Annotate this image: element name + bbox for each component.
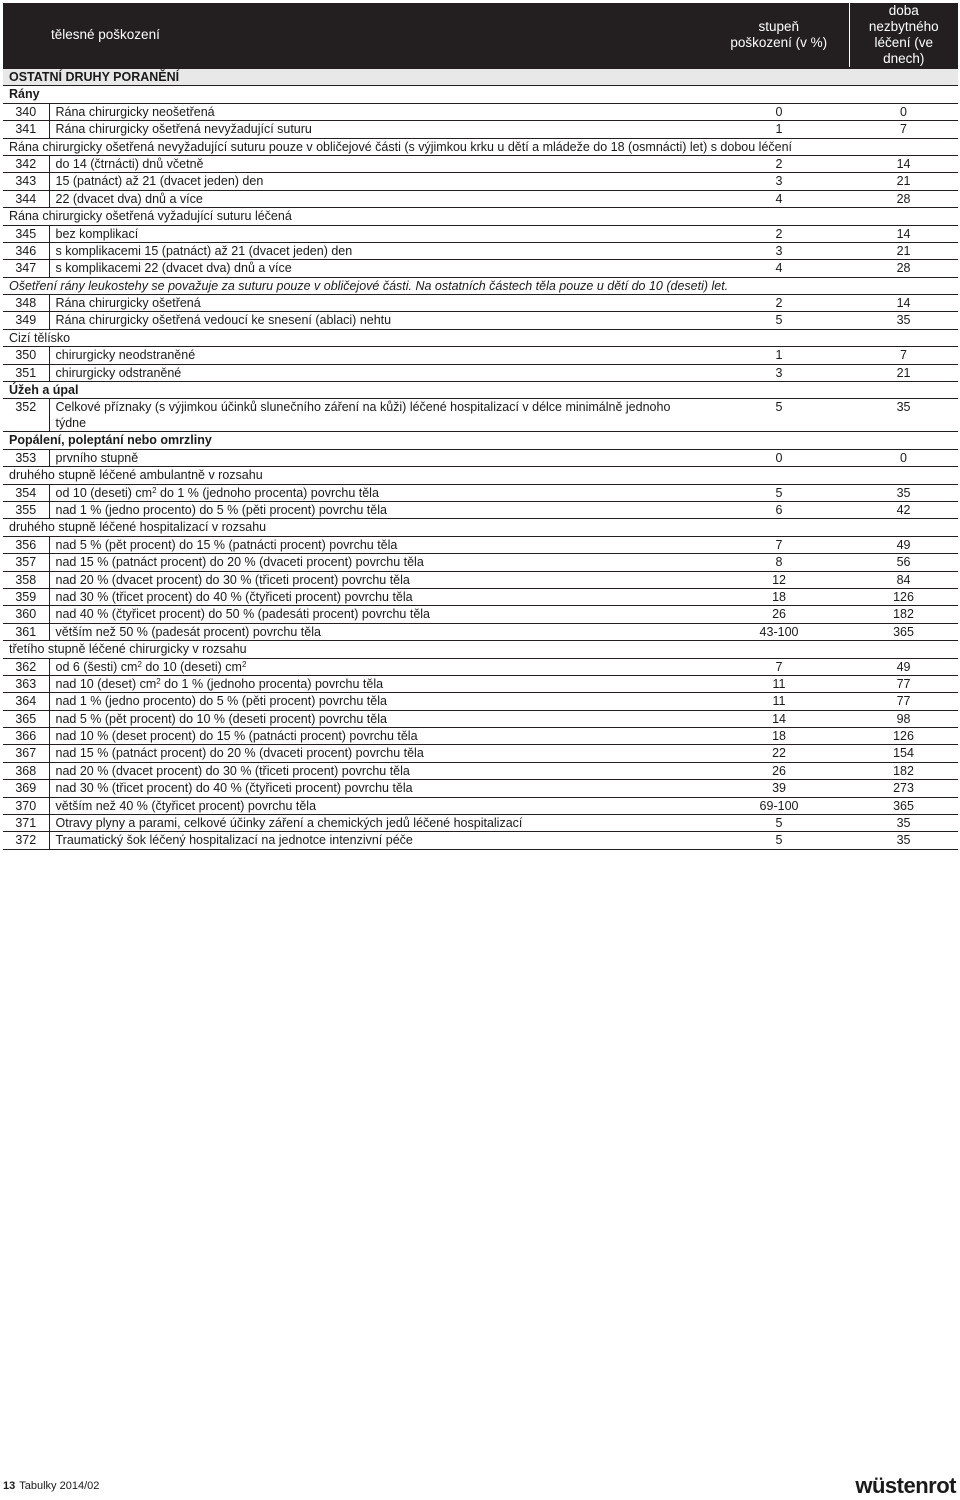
item-code: 355 — [3, 501, 49, 518]
item-percent: 3 — [709, 242, 849, 259]
table-row — [3, 173, 958, 190]
item-days: 14 — [849, 155, 958, 172]
subheading: druhého stupně léčené hospitalizací v rozsahu — [3, 519, 958, 536]
item-days: 0 — [849, 449, 958, 466]
item-code: 343 — [3, 173, 49, 190]
item-days: 42 — [849, 501, 958, 518]
item-days: 365 — [849, 623, 958, 640]
item-description — [49, 710, 709, 727]
item-days: 35 — [849, 484, 958, 501]
item-percent: 2 — [709, 155, 849, 172]
item-percent: 2 — [709, 225, 849, 242]
item-text: nad 10 % (deset procent) do 15 % (patnácti procent) povrchu těla — [55, 729, 418, 744]
item-percent: 1 — [709, 121, 849, 138]
item-percent: 5 — [709, 312, 849, 329]
item-days: 56 — [849, 554, 958, 571]
table-row — [3, 364, 958, 381]
item-code: 346 — [3, 242, 49, 259]
item-text: od 10 (deseti) cm — [55, 485, 153, 500]
table-row — [3, 312, 958, 329]
table-row — [3, 155, 958, 172]
item-text: nad 30 % (třicet procent) do 40 % (čtyřiceti procent) povrchu těla — [55, 781, 413, 796]
subheading-row — [3, 467, 958, 484]
item-code: 342 — [3, 155, 49, 172]
header-days — [849, 3, 958, 68]
item-text: nad 30 % (třicet procent) do 40 % (čtyřiceti procent) povrchu těla — [55, 589, 413, 604]
item-days: 84 — [849, 571, 958, 588]
item-text: Traumatický šok léčený hospitalizací na jednotce intenzivní péče — [55, 833, 413, 848]
table-header — [3, 3, 958, 68]
item-description — [49, 797, 709, 814]
item-days: 49 — [849, 658, 958, 675]
item-description — [49, 554, 709, 571]
item-description — [49, 588, 709, 605]
item-days: 21 — [849, 242, 958, 259]
item-percent: 7 — [709, 536, 849, 553]
item-code: 366 — [3, 728, 49, 745]
item-description — [49, 173, 709, 190]
page-number: 13 — [3, 1480, 16, 1492]
item-days: 14 — [849, 295, 958, 312]
footer-caption: Tabulky 2014/02 — [19, 1480, 100, 1492]
table-row — [3, 623, 958, 640]
item-text: s komplikacemi 22 (dvacet dva) dnů a více — [55, 261, 292, 276]
item-text: Rána chirurgicky neošetřená — [55, 104, 215, 119]
item-percent: 7 — [709, 658, 849, 675]
item-text: nad 40 % (čtyřicet procent) do 50 % (padesáti procent) povrchu těla — [55, 607, 431, 622]
table-row — [3, 745, 958, 762]
table-row — [3, 693, 958, 710]
subheading-row — [3, 519, 958, 536]
item-days: 365 — [849, 797, 958, 814]
table-row — [3, 536, 958, 553]
item-days: 126 — [849, 728, 958, 745]
item-description — [49, 347, 709, 364]
subheading: Cizí tělísko — [3, 329, 958, 346]
subheading-row — [3, 208, 958, 225]
item-description — [49, 399, 709, 432]
item-description — [49, 762, 709, 779]
item-text: 15 (patnáct) až 21 (dvacet jeden) den — [55, 174, 264, 189]
item-description — [49, 536, 709, 553]
item-description — [49, 103, 709, 120]
item-percent: 14 — [709, 710, 849, 727]
item-text: 22 (dvacet dva) dnů a více — [55, 191, 203, 206]
item-text: Celkové příznaky (s výjimkou účinků slunečního záření na kůži) léčené hospitalizací v délce minimálně jednoho týdne — [55, 400, 671, 431]
item-description — [49, 312, 709, 329]
table-row — [3, 780, 958, 797]
item-code: 364 — [3, 693, 49, 710]
item-code: 357 — [3, 554, 49, 571]
note-text: Ošetření rány leukostehy se považuje za suturu pouze v obličejové části. Na ostatních částech těla pouze u dětí do 10 (deseti) let. — [3, 277, 958, 294]
item-description — [49, 658, 709, 675]
superscript: 2 — [241, 659, 247, 669]
item-percent: 11 — [709, 675, 849, 692]
item-code: 369 — [3, 780, 49, 797]
subheading: třetího stupně léčené chirurgicky v rozsahu — [3, 641, 958, 658]
item-code: 361 — [3, 623, 49, 640]
item-text: nad 15 % (patnáct procent) do 20 % (dvaceti procent) povrchu těla — [55, 746, 424, 761]
item-days: 77 — [849, 675, 958, 692]
group-heading: Popálení, poleptání nebo omrzliny — [3, 432, 958, 449]
item-text: Rána chirurgicky ošetřená nevyžadující suturu — [55, 122, 312, 137]
item-text: Rána chirurgicky ošetřená — [55, 296, 201, 311]
item-text-cont: do 10 (deseti) cm — [141, 659, 242, 674]
item-code: 348 — [3, 295, 49, 312]
item-code: 340 — [3, 103, 49, 120]
group-heading-row — [3, 382, 958, 399]
item-description — [49, 364, 709, 381]
item-text: nad 20 % (dvacet procent) do 30 % (třiceti procent) povrchu těla — [55, 572, 410, 587]
item-description — [49, 449, 709, 466]
superscript: 2 — [156, 676, 161, 686]
item-days: 14 — [849, 225, 958, 242]
item-code: 359 — [3, 588, 49, 605]
item-description — [49, 242, 709, 259]
item-code: 356 — [3, 536, 49, 553]
item-days: 35 — [849, 312, 958, 329]
table-row — [3, 225, 958, 242]
table-row — [3, 449, 958, 466]
table-row — [3, 484, 958, 501]
section-title-row — [3, 68, 958, 86]
item-percent: 26 — [709, 762, 849, 779]
subheading-row — [3, 138, 958, 155]
item-text: nad 20 % (dvacet procent) do 30 % (třiceti procent) povrchu těla — [55, 763, 410, 778]
item-description — [49, 155, 709, 172]
item-text: nad 5 % (pět procent) do 10 % (deseti procent) povrchu těla — [55, 711, 387, 726]
item-description — [49, 728, 709, 745]
item-days: 21 — [849, 173, 958, 190]
item-percent: 5 — [709, 399, 849, 432]
item-percent: 8 — [709, 554, 849, 571]
item-text: větším než 40 % (čtyřicet procent) povrchu těla — [55, 798, 317, 813]
item-description — [49, 832, 709, 849]
item-text: nad 1 % (jedno procento) do 5 % (pěti procent) povrchu těla — [55, 694, 387, 709]
item-code: 353 — [3, 449, 49, 466]
page-footer — [3, 1480, 99, 1492]
table-row — [3, 190, 958, 207]
table-row — [3, 710, 958, 727]
item-percent: 43-100 — [709, 623, 849, 640]
item-code: 360 — [3, 606, 49, 623]
item-description — [49, 225, 709, 242]
item-days: 21 — [849, 364, 958, 381]
table-row — [3, 103, 958, 120]
item-percent: 0 — [709, 449, 849, 466]
item-percent: 4 — [709, 190, 849, 207]
item-description — [49, 675, 709, 692]
section-title: OSTATNÍ DRUHY PORANĚNÍ — [3, 68, 958, 86]
header-percent — [709, 3, 849, 68]
item-days: 154 — [849, 745, 958, 762]
item-percent: 2 — [709, 295, 849, 312]
item-percent: 26 — [709, 606, 849, 623]
item-code: 370 — [3, 797, 49, 814]
item-percent: 39 — [709, 780, 849, 797]
item-code: 341 — [3, 121, 49, 138]
item-code: 350 — [3, 347, 49, 364]
item-days: 182 — [849, 606, 958, 623]
subheading: Rána chirurgicky ošetřená nevyžadující suturu pouze v obličejové části (s výjimkou krku u dětí a mládeže do 18 (osmnácti) let) s dobou léčení — [3, 138, 958, 155]
item-code: 363 — [3, 675, 49, 692]
item-code: 372 — [3, 832, 49, 849]
item-description — [49, 693, 709, 710]
item-text: do 14 (čtrnácti) dnů včetně — [55, 156, 204, 171]
item-text: nad 15 % (patnáct procent) do 20 % (dvaceti procent) povrchu těla — [55, 555, 424, 570]
group-heading: Úžeh a úpal — [3, 382, 958, 399]
item-days: 35 — [849, 815, 958, 832]
item-code: 371 — [3, 815, 49, 832]
subheading-row — [3, 641, 958, 658]
item-description — [49, 484, 709, 501]
item-percent: 5 — [709, 815, 849, 832]
item-percent: 18 — [709, 588, 849, 605]
table-row — [3, 797, 958, 814]
item-text: chirurgicky odstraněné — [55, 365, 182, 380]
item-code: 368 — [3, 762, 49, 779]
item-code: 362 — [3, 658, 49, 675]
table-row — [3, 399, 958, 432]
item-description — [49, 606, 709, 623]
group-heading-row — [3, 86, 958, 103]
note-row — [3, 277, 958, 294]
item-days: 35 — [849, 399, 958, 432]
table-row — [3, 832, 958, 849]
item-description — [49, 745, 709, 762]
header-percent-line1: stupeň — [758, 19, 800, 34]
table-row — [3, 658, 958, 675]
item-percent: 6 — [709, 501, 849, 518]
item-code: 354 — [3, 484, 49, 501]
item-code: 344 — [3, 190, 49, 207]
item-percent: 69-100 — [709, 797, 849, 814]
item-description — [49, 815, 709, 832]
item-code: 345 — [3, 225, 49, 242]
item-percent: 11 — [709, 693, 849, 710]
table-row — [3, 728, 958, 745]
item-text: chirurgicky neodstraněné — [55, 348, 196, 363]
injury-table — [3, 3, 958, 850]
item-percent: 5 — [709, 832, 849, 849]
item-percent: 3 — [709, 173, 849, 190]
item-description — [49, 623, 709, 640]
table-row — [3, 260, 958, 277]
table-row — [3, 121, 958, 138]
header-days-line1: doba nezbytného — [868, 3, 939, 34]
item-text: s komplikacemi 15 (patnáct) až 21 (dvacet jeden) den — [55, 243, 353, 258]
table-row — [3, 815, 958, 832]
superscript: 2 — [137, 659, 142, 669]
table-row — [3, 554, 958, 571]
item-text: bez komplikací — [55, 226, 139, 241]
item-code: 349 — [3, 312, 49, 329]
table-row — [3, 571, 958, 588]
item-days: 126 — [849, 588, 958, 605]
item-days: 28 — [849, 190, 958, 207]
header-main: tělesné poškození — [3, 3, 709, 68]
injury-table-page — [3, 3, 958, 850]
table-row — [3, 675, 958, 692]
table-row — [3, 606, 958, 623]
item-text-cont: do 1 % (jednoho procenta) povrchu těla — [160, 676, 384, 691]
item-code: 358 — [3, 571, 49, 588]
header-percent-line2: poškození (v %) — [730, 35, 828, 50]
item-text-cont: do 1 % (jednoho procenta) povrchu těla — [156, 485, 379, 500]
item-text: od 6 (šesti) cm — [55, 659, 138, 674]
item-percent: 4 — [709, 260, 849, 277]
item-days: 77 — [849, 693, 958, 710]
item-percent: 1 — [709, 347, 849, 364]
item-days: 35 — [849, 832, 958, 849]
subheading: Rána chirurgicky ošetřená vyžadující suturu léčená — [3, 208, 958, 225]
table-row — [3, 295, 958, 312]
item-days: 273 — [849, 780, 958, 797]
item-code: 365 — [3, 710, 49, 727]
item-text: větším než 50 % (padesát procent) povrchu těla — [55, 624, 321, 639]
item-text: prvního stupně — [55, 450, 139, 465]
table-row — [3, 501, 958, 518]
item-description — [49, 501, 709, 518]
item-days: 7 — [849, 121, 958, 138]
superscript: 2 — [152, 485, 157, 495]
table-row — [3, 588, 958, 605]
item-days: 7 — [849, 347, 958, 364]
item-code: 351 — [3, 364, 49, 381]
item-days: 182 — [849, 762, 958, 779]
group-heading: Rány — [3, 86, 958, 103]
item-days: 0 — [849, 103, 958, 120]
item-percent: 5 — [709, 484, 849, 501]
item-text: Rána chirurgicky ošetřená vedoucí ke snesení (ablaci) nehtu — [55, 313, 392, 328]
item-text: nad 10 (deset) cm — [55, 676, 157, 691]
item-code: 347 — [3, 260, 49, 277]
item-code: 352 — [3, 399, 49, 432]
item-code: 367 — [3, 745, 49, 762]
item-days: 49 — [849, 536, 958, 553]
subheading: druhého stupně léčené ambulantně v rozsahu — [3, 467, 958, 484]
table-row — [3, 242, 958, 259]
subheading-row — [3, 329, 958, 346]
item-percent: 0 — [709, 103, 849, 120]
item-percent: 3 — [709, 364, 849, 381]
item-description — [49, 121, 709, 138]
header-days-line2: léčení (ve dnech) — [874, 35, 934, 66]
item-text: nad 1 % (jedno procento) do 5 % (pěti procent) povrchu těla — [55, 502, 387, 517]
item-percent: 22 — [709, 745, 849, 762]
item-days: 28 — [849, 260, 958, 277]
item-text: Otravy plyny a parami, celkové účinky záření a chemických jedů léčené hospitalizací — [55, 816, 523, 831]
item-percent: 18 — [709, 728, 849, 745]
wustenrot-logo: wüstenrot — [855, 1473, 956, 1498]
item-text: nad 5 % (pět procent) do 15 % (patnácti procent) povrchu těla — [55, 537, 398, 552]
item-description — [49, 571, 709, 588]
table-row — [3, 347, 958, 364]
item-description — [49, 190, 709, 207]
table-row — [3, 762, 958, 779]
item-description — [49, 295, 709, 312]
item-description — [49, 780, 709, 797]
item-days: 98 — [849, 710, 958, 727]
group-heading-row — [3, 432, 958, 449]
item-percent: 12 — [709, 571, 849, 588]
item-description — [49, 260, 709, 277]
